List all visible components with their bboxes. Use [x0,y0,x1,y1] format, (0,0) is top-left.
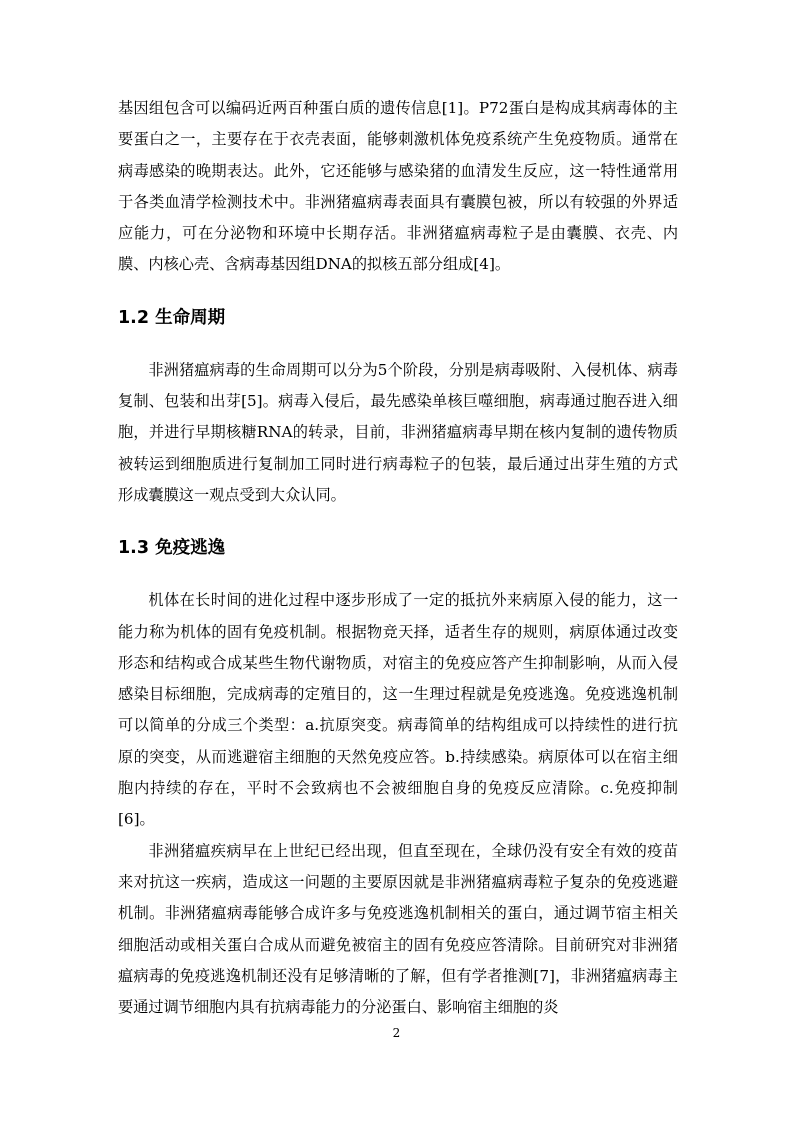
paragraph-immune-escape-2: 非洲猪瘟疾病早在上世纪已经出现，但直至现在，全球仍没有安全有效的疫苗来对抗这一疾病，造成这一问题的主要原因就是非洲猪瘟病毒粒子复杂的免疫逃避机制。非洲猪瘟病毒能够合成许多与免疫逃逸机制相关的蛋白，通过调节宿主相关细胞活动或相关蛋白合成从而避免被宿主的固有免疫应答清除。目前研究对非洲猪瘟病毒的免疫逃逸机制还没有足够清晰的了解，但有学者推测[7]，非洲猪瘟病毒主要通过调节细胞内具有抗病毒能力的分泌蛋白、影响宿主细胞的炎 [118,841,678,1017]
section-heading-life-cycle: 1.2 生命周期 [118,307,226,328]
paragraph-life-cycle: 非洲猪瘟病毒的生命周期可以分为5个阶段，分别是病毒吸附、入侵机体、病毒复制、包装和出芽[5]。病毒入侵后，最先感染单核巨噬细胞，病毒通过胞吞进入细胞，并进行早期核糖RNA的转录，目前，非洲猪瘟病毒早期在核内复制的遗传物质被转运到细胞质进行复制加工同时进行病毒粒子的包装，最后通过出芽生殖的方式形成囊膜这一观点受到大众认同。 [118,360,678,504]
page-body [118,93,678,1023]
paragraph-immune-escape-1: 机体在长时间的进化过程中逐步形成了一定的抵抗外来病原入侵的能力，这一能力称为机体的固有免疫机制。根据物竞天择，适者生存的规则，病原体通过改变形态和结构或合成某些生物代谢物质，对宿主的免疫应答产生抑制影响，从而入侵感染目标细胞，完成病毒的定殖目的，这一生理过程就是免疫逃逸。免疫逃逸机制可以简单的分成三个类型：a.抗原突变。病毒简单的结构组成可以持续性的进行抗原的突变，从而逃避宿主细胞的天然免疫应答。b.持续感染。病原体可以在宿主细胞内持续的存在，平时不会致病也不会被细胞自身的免疫反应清除。c.免疫抑制[6]。 [118,591,678,829]
paragraph-intro-continued: 基因组包含可以编码近两百种蛋白质的遗传信息[1]。P72蛋白是构成其病毒体的主要蛋白之一，主要存在于衣壳表面，能够刺激机体免疫系统产生免疫物质。通常在病毒感染的晚期表达。此外，它还能够与感染猪的血清发生反应，这一特性通常用于各类血清学检测技术中。非洲猪瘟病毒表面具有囊膜包被，所以有较强的外界适应能力，可在分泌物和环境中长期存活。非洲猪瘟病毒粒子是由囊膜、衣壳、内膜、内核心壳、含病毒基因组DNA的拟核五部分组成[4]。 [118,99,678,274]
section-heading-immune-escape: 1.3 免疫逃逸 [118,538,226,559]
page-number: 2 [392,1026,401,1040]
